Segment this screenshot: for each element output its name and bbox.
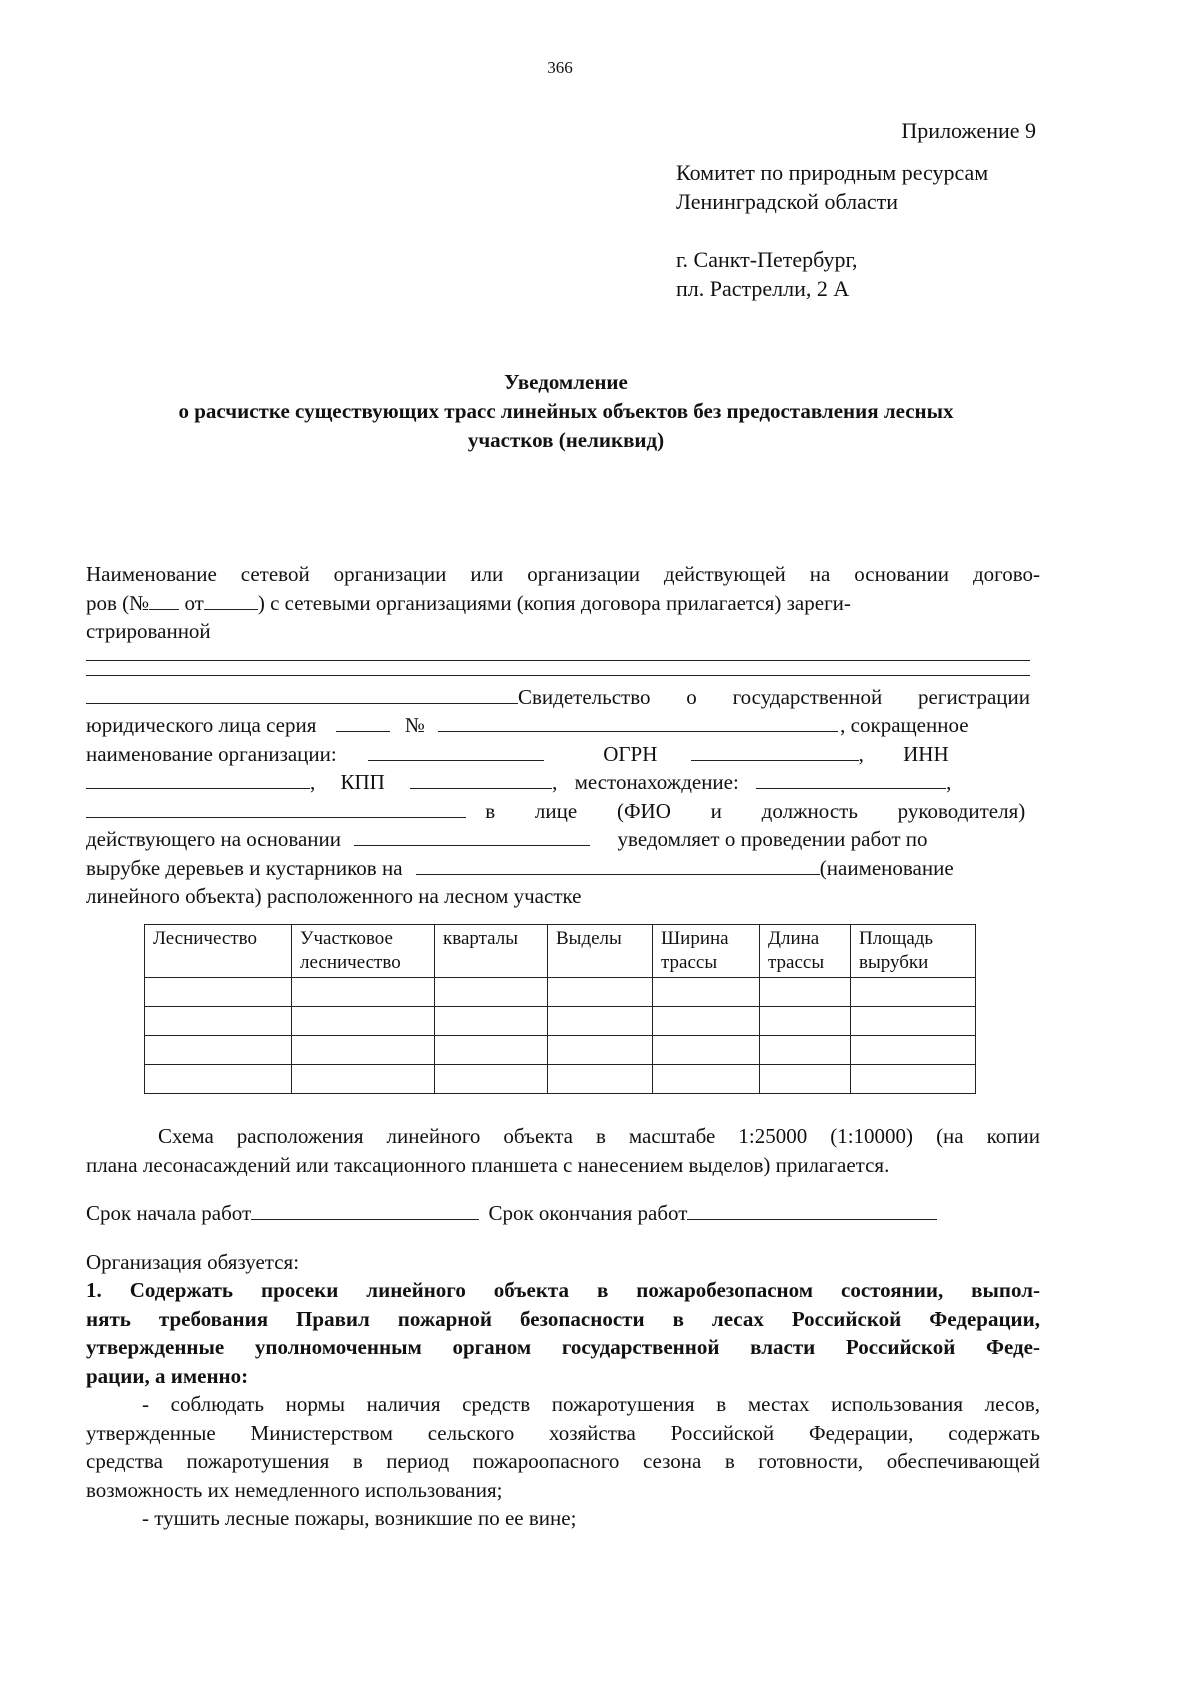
location-field[interactable]	[756, 770, 946, 789]
table-header-cell: Ширина трассы	[653, 925, 760, 978]
table-header-cell: Лесничество	[145, 925, 292, 978]
table-cell[interactable]	[653, 1065, 760, 1094]
obligation-item: рации, а именно:	[86, 1363, 249, 1388]
organization-name-field[interactable]	[86, 674, 1030, 676]
body-line: линейного объекта) расположенного на лесном участке	[86, 884, 582, 908]
table-cell[interactable]	[292, 1065, 435, 1094]
title-line: о расчистке существующих трасс линейных объектов без предоставления лесных	[178, 399, 954, 423]
appendix-label: Приложение 9	[901, 118, 1036, 143]
body-line: наименование организации: ОГРН , ИНН	[86, 741, 949, 766]
title-line: участков (неликвид)	[467, 428, 665, 452]
table-header-row	[145, 925, 976, 978]
table-cell[interactable]	[760, 1036, 851, 1065]
table-cell[interactable]	[145, 978, 292, 1007]
table-cell[interactable]	[760, 1065, 851, 1094]
body-line: ров (№ от ) с сетевыми организациями (копия договора прилагается) зареги-	[86, 590, 851, 615]
addressee-line: пл. Растрелли, 2 А	[676, 276, 850, 301]
obligation-item: утвержденные уполномоченным органом государственной власти Российской Феде-	[86, 1335, 1040, 1359]
table-cell[interactable]	[653, 1036, 760, 1065]
body-line: действующего на основании уведомляет о проведении работ по	[86, 827, 928, 851]
table-row	[145, 978, 976, 1007]
contract-date-field[interactable]	[204, 591, 258, 610]
table-header-cell: Выделы	[548, 925, 653, 978]
document-title	[86, 368, 1046, 455]
series-field[interactable]	[336, 713, 390, 732]
body-line: стрированной	[86, 619, 211, 643]
table-row	[145, 1065, 976, 1094]
table-cell[interactable]	[851, 1036, 976, 1065]
table-cell[interactable]	[548, 1065, 653, 1094]
table-cell[interactable]	[851, 1007, 976, 1036]
title-line: Уведомление	[504, 370, 628, 394]
end-date-field[interactable]	[687, 1201, 937, 1220]
body-line: плана лесонасаждений или таксационного планшета с нанесением выделов) прилагается.	[86, 1152, 890, 1177]
table-cell[interactable]	[145, 1036, 292, 1065]
body-line: в лице (ФИО и должность руководителя)	[86, 797, 1040, 826]
table-header-cell: Участковое лесничество	[292, 925, 435, 978]
table-header-cell: кварталы	[435, 925, 548, 978]
location-field[interactable]	[86, 799, 466, 818]
addressee-block	[676, 158, 988, 303]
table-cell[interactable]	[292, 1007, 435, 1036]
kpp-field[interactable]	[410, 770, 552, 789]
basis-field[interactable]	[354, 827, 590, 846]
organization-name-field[interactable]	[86, 659, 1030, 661]
short-name-field[interactable]	[368, 742, 544, 761]
table-cell[interactable]	[435, 1065, 548, 1094]
table-cell[interactable]	[292, 978, 435, 1007]
table-row	[145, 1007, 976, 1036]
obligation-subitem: - соблюдать нормы наличия средств пожаротушения в местах использования лесов,	[142, 1392, 1040, 1416]
work-dates-line: Срок начала работ Срок окончания работ	[86, 1199, 1040, 1228]
table-cell[interactable]	[760, 1007, 851, 1036]
table-cell[interactable]	[548, 1036, 653, 1065]
registration-number-field[interactable]	[438, 713, 838, 732]
addressee-line: г. Санкт-Петербург,	[676, 247, 858, 272]
table-row	[145, 1036, 976, 1065]
table-cell[interactable]	[435, 1036, 548, 1065]
table-cell[interactable]	[435, 978, 548, 1007]
table-cell[interactable]	[145, 1007, 292, 1036]
table-cell[interactable]	[653, 1007, 760, 1036]
obligation-subitem: возможность их немедленного использования;	[86, 1477, 503, 1502]
body-line: юридического лица серия № , сокращенное	[86, 713, 969, 737]
obligation-item: 1. Содержать просеки линейного объекта в пожаробезопасном состоянии, выпол-	[86, 1278, 1040, 1302]
inn-field[interactable]	[86, 770, 310, 789]
organization-name-field[interactable]	[86, 685, 518, 704]
line-object-name-field[interactable]	[416, 856, 820, 875]
table-cell[interactable]	[548, 978, 653, 1007]
page-number: 366	[547, 58, 573, 77]
contract-number-field[interactable]	[149, 591, 179, 610]
table-cell[interactable]	[145, 1065, 292, 1094]
addressee-line: Ленинградской области	[676, 189, 898, 214]
table-cell[interactable]	[292, 1036, 435, 1065]
obligation-item: нять требования Правил пожарной безопасности в лесах Российской Федерации,	[86, 1306, 1040, 1331]
obligation-subitem: - тушить лесные пожары, возникшие по ее вине;	[142, 1506, 577, 1530]
obligation-subitem: средства пожаротушения в период пожароопасного сезона в готовности, обеспечивающей	[86, 1449, 1040, 1473]
start-date-field[interactable]	[251, 1201, 479, 1220]
table-cell[interactable]	[548, 1007, 653, 1036]
table-cell[interactable]	[851, 1065, 976, 1094]
body-line: , КПП , местонахождение: ,	[86, 768, 1040, 797]
table-header-cell: Длина трассы	[760, 925, 851, 978]
body-line: Свидетельство о государственной регистрации	[86, 683, 1040, 712]
table-cell[interactable]	[435, 1007, 548, 1036]
body-line: Наименование сетевой организации или организации действующей на основании догово-	[86, 562, 1040, 586]
body-line: Организация обязуется:	[86, 1249, 300, 1274]
addressee-line: Комитет по природным ресурсам	[676, 160, 989, 185]
body-line: Схема расположения линейного объекта в масштабе 1:25000 (1:10000) (на копии	[158, 1124, 1040, 1148]
notification-body	[86, 560, 1040, 911]
body-line: вырубке деревьев и кустарников на (наименование	[86, 855, 954, 880]
table-header-cell: Площадь вырубки	[851, 925, 976, 978]
table-cell[interactable]	[851, 978, 976, 1007]
table-cell[interactable]	[760, 978, 851, 1007]
forest-plot-table	[144, 924, 976, 1094]
ogrn-field[interactable]	[691, 742, 859, 761]
obligation-subitem: утвержденные Министерством сельского хозяйства Российской Федерации, содержать	[86, 1420, 1040, 1445]
notification-continuation	[86, 1122, 1040, 1533]
table-cell[interactable]	[653, 978, 760, 1007]
